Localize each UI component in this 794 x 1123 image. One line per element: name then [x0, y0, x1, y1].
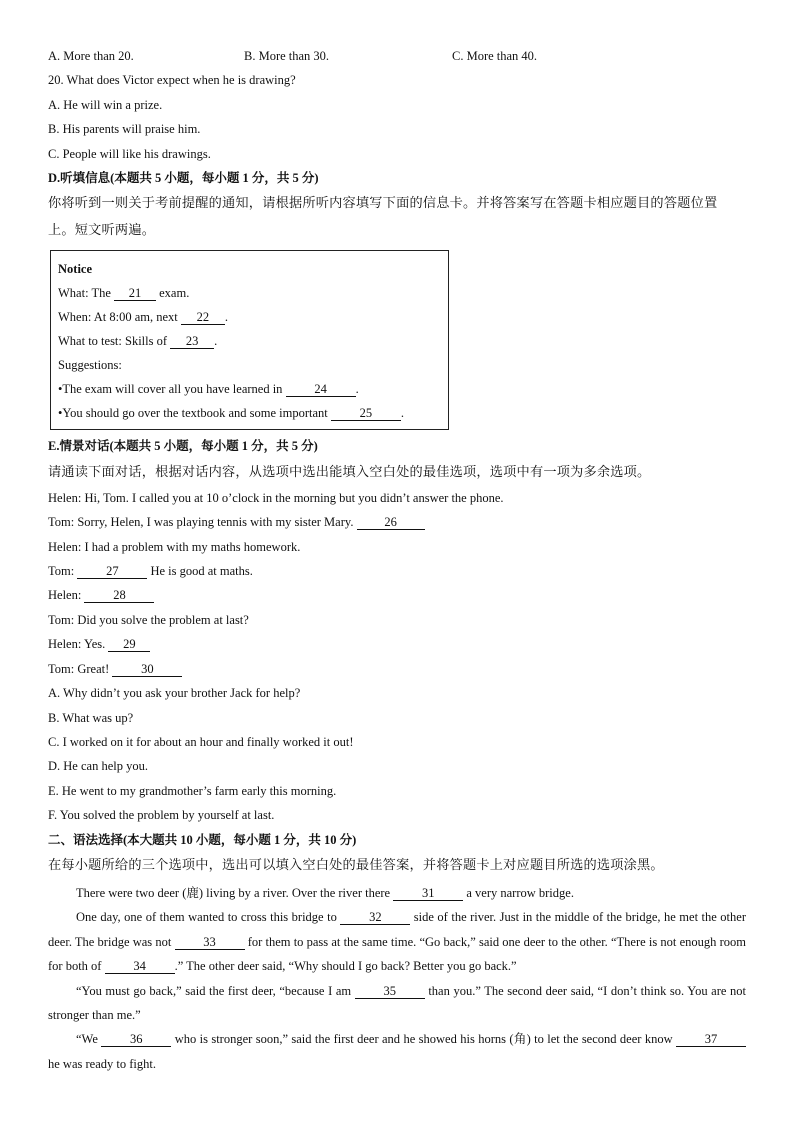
dialogue-line-7: Helen: Yes. 29 — [48, 632, 748, 656]
blank-34: 34 — [105, 959, 175, 974]
part2-title: 二、语法选择(本大题共 10 小题，每小题 1 分，共 10 分) — [48, 832, 357, 847]
blank-32: 32 — [340, 910, 410, 925]
section-e-title: E.情景对话(本题共 5 小题，每小题 1 分，共 5 分) — [48, 439, 318, 454]
blank-29: 29 — [108, 637, 150, 652]
section-d-title: D.听填信息(本题共 5 小题，每小题 1 分，共 5 分) — [48, 171, 319, 186]
passage-paragraph-3: “You must go back,” said the first deer, “because I am 35 than you.” The second deer said, “I don’t think so. You are not stronger than me.” — [48, 983, 746, 1022]
q19-option-a: A. More than 20. — [48, 49, 134, 63]
q20-option-b: B. His parents will praise him. — [48, 122, 201, 137]
dialogue-option-f: F. You solved the problem by yourself at last. — [48, 808, 275, 823]
blank-21: 21 — [114, 286, 156, 301]
blank-36: 36 — [101, 1032, 171, 1047]
exam-page — [48, 44, 748, 1076]
notice-when: When: At 8:00 am, next 22 . — [58, 310, 229, 325]
section-d-instruction-1: 你将听到一则关于考前提醒的通知，请根据所听内容填写下面的信息卡。并将答案写在答题卡相应题目的答题位置 — [48, 196, 718, 212]
part2-instruction: 在每小题所给的三个选项中，选出可以填入空白处的最佳答案，并将答题卡上对应题目所选的选项涂黑。 — [48, 857, 664, 873]
dialogue-option-c: C. I worked on it for about an hour and finally worked it out! — [48, 734, 354, 749]
notice-what: What: The 21 exam. — [58, 286, 190, 301]
notice-card — [50, 250, 449, 430]
q20-option-c: C. People will like his drawings. — [48, 146, 211, 161]
blank-23: 23 — [170, 334, 214, 349]
passage-paragraph-1: There were two deer (鹿) living by a river. Over the river there 31 a very narrow bridge. — [76, 885, 574, 900]
blank-26: 26 — [357, 515, 425, 530]
notice-suggestion-1: •The exam will cover all you have learned in 24 . — [58, 382, 359, 397]
q19-option-b: B. More than 30. — [244, 49, 330, 63]
blank-37: 37 — [676, 1032, 746, 1047]
blank-27: 27 — [77, 564, 147, 579]
blank-28: 28 — [84, 588, 154, 603]
section-e-instruction: 请通读下面对话，根据对话内容，从选项中选出能填入空白处的最佳选项，选项中有一项为多余选项。 — [48, 464, 651, 480]
q20-stem: 20. What does Victor expect when he is drawing? — [48, 73, 296, 88]
dialogue-line-1: Helen: Hi, Tom. I called you at 10 o’clock in the morning but you didn’t answer the phone. — [48, 490, 504, 505]
q20-option-a: A. He will win a prize. — [48, 97, 163, 112]
dialogue-line-5: Helen: 28 — [48, 583, 748, 607]
blank-33: 33 — [175, 935, 245, 950]
q19-options — [48, 44, 748, 68]
dialogue-option-a: A. Why didn’t you ask your brother Jack for help? — [48, 686, 301, 701]
dialogue-line-4: Tom: 27 He is good at maths. — [48, 564, 253, 579]
dialogue-line-3: Helen: I had a problem with my maths homework. — [48, 539, 301, 554]
dialogue-line-6: Tom: Did you solve the problem at last? — [48, 612, 249, 627]
dialogue-option-b: B. What was up? — [48, 710, 134, 725]
notice-suggestions: Suggestions: — [58, 358, 122, 373]
passage-paragraph-4: “We 36 who is stronger soon,” said the first deer and he showed his horns (角) to let the second deer know 37 he was ready to fight. — [48, 1027, 746, 1076]
dialogue-option-d: D. He can help you. — [48, 759, 148, 774]
blank-30: 30 — [112, 662, 182, 677]
dialogue-option-e: E. He went to my grandmother’s farm early this morning. — [48, 783, 337, 798]
blank-31: 31 — [393, 886, 463, 901]
dialogue-line-2: Tom: Sorry, Helen, I was playing tennis with my sister Mary. 26 — [48, 510, 748, 534]
notice-test: What to test: Skills of 23 . — [58, 334, 218, 349]
blank-35: 35 — [355, 984, 425, 999]
q19-option-c: C. More than 40. — [452, 49, 538, 63]
dialogue-line-8: Tom: Great! 30 — [48, 657, 748, 681]
blank-24: 24 — [286, 382, 356, 397]
blank-22: 22 — [181, 310, 225, 325]
notice-heading: Notice — [58, 262, 93, 277]
section-d-instruction-2: 上。短文听两遍。 — [48, 223, 156, 239]
blank-25: 25 — [331, 406, 401, 421]
notice-suggestion-2: •You should go over the textbook and some important 25 . — [58, 406, 405, 421]
passage-paragraph-2: One day, one of them wanted to cross this bridge to 32 side of the river. Just in the middle of the bridge, he met the other deer. The bridge was not 33 for them to pass at the same time. “Go back,” said one deer to the other. “There is not enough room for both of 34 .” The other deer said, “Why should I go back? Better you go back.” — [48, 910, 746, 974]
